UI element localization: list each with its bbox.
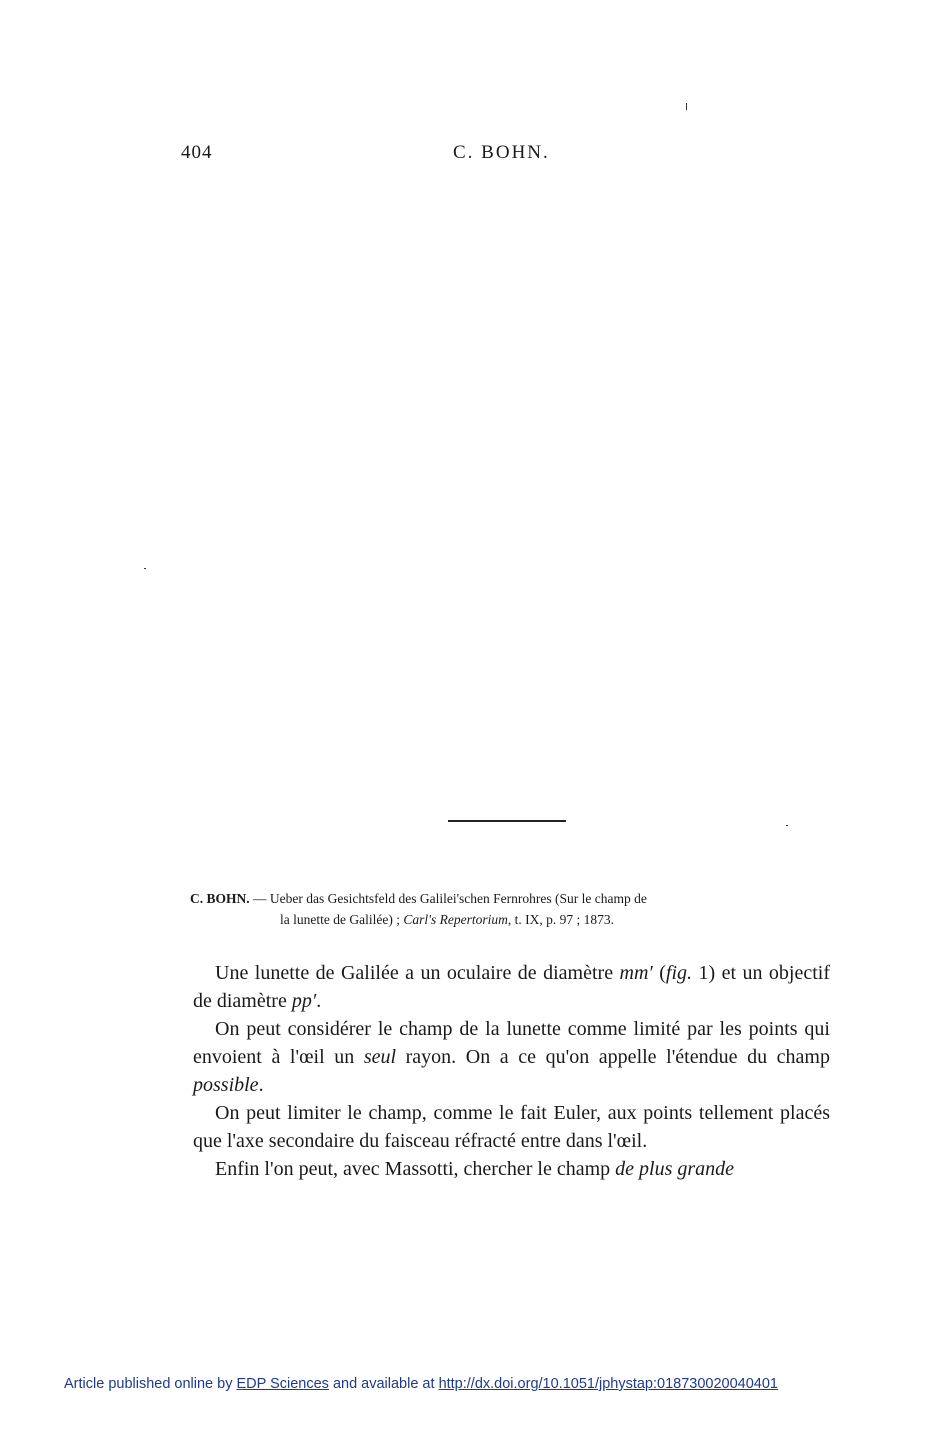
footer-notice (64, 1376, 778, 1392)
text-run: rayon. On a ce qu'on appelle l'étendue du champ (396, 1046, 830, 1068)
body-text (193, 959, 830, 1183)
citation-dash: — (249, 891, 270, 906)
citation-block (190, 888, 835, 930)
scan-speck (144, 568, 146, 569)
text-run: . (316, 990, 322, 1012)
citation-title: Ueber das Gesichtsfeld des Galilei'schen Fernrohres (Sur le champ de (269, 891, 647, 906)
paragraph-4 (193, 1155, 830, 1183)
emphasis-possible: possible (193, 1074, 259, 1096)
scan-speck (786, 825, 788, 826)
text-run: 1) et un objectif de diamètre (193, 962, 830, 1012)
figure-ref: fig. (665, 962, 693, 984)
citation-second-line (190, 909, 835, 930)
citation-title-cont: la lunette de Galilée) ; (280, 912, 404, 927)
emphasis-plus-grande: de plus grande (615, 1158, 735, 1180)
paragraph-1 (193, 959, 830, 1015)
math-pp: pp′ (291, 990, 317, 1012)
text-run: ( (652, 962, 666, 984)
emphasis-seul: seul (363, 1046, 397, 1068)
footer-prefix: Article published online by (64, 1376, 237, 1392)
citation-journal: Carl's Repertorium (403, 912, 508, 927)
text-run: Enfin l'on peut, avec Massotti, chercher le champ (215, 1158, 616, 1180)
citation-author: C. BOHN. (190, 891, 250, 906)
text-run: Une lunette de Galilée a un oculaire de diamètre (215, 962, 620, 984)
citation-details: , t. IX, p. 97 ; 1873. (507, 912, 614, 927)
page-number: 404 (181, 142, 213, 163)
running-head: C. BOHN. (453, 142, 550, 163)
paragraph-2 (193, 1015, 830, 1099)
text-run: . (258, 1074, 264, 1096)
paragraph-3: On peut limiter le champ, comme le fait Euler, aux points tellement placés que l'axe secondaire du faisceau réfracté entre dans l'œil. (193, 1102, 830, 1152)
doi-link[interactable]: http://dx.doi.org/10.1051/jphystap:018730020040401 (438, 1376, 778, 1392)
section-separator-rule (448, 820, 566, 822)
math-mm: mm′ (619, 962, 653, 984)
scan-speck (686, 103, 687, 110)
footer-middle: and available at (328, 1376, 439, 1392)
text-run: On peut considérer le champ de la lunette comme limité par les points qui envoient à l'œil un (193, 1018, 830, 1068)
edp-sciences-link[interactable]: EDP Sciences (236, 1376, 329, 1392)
